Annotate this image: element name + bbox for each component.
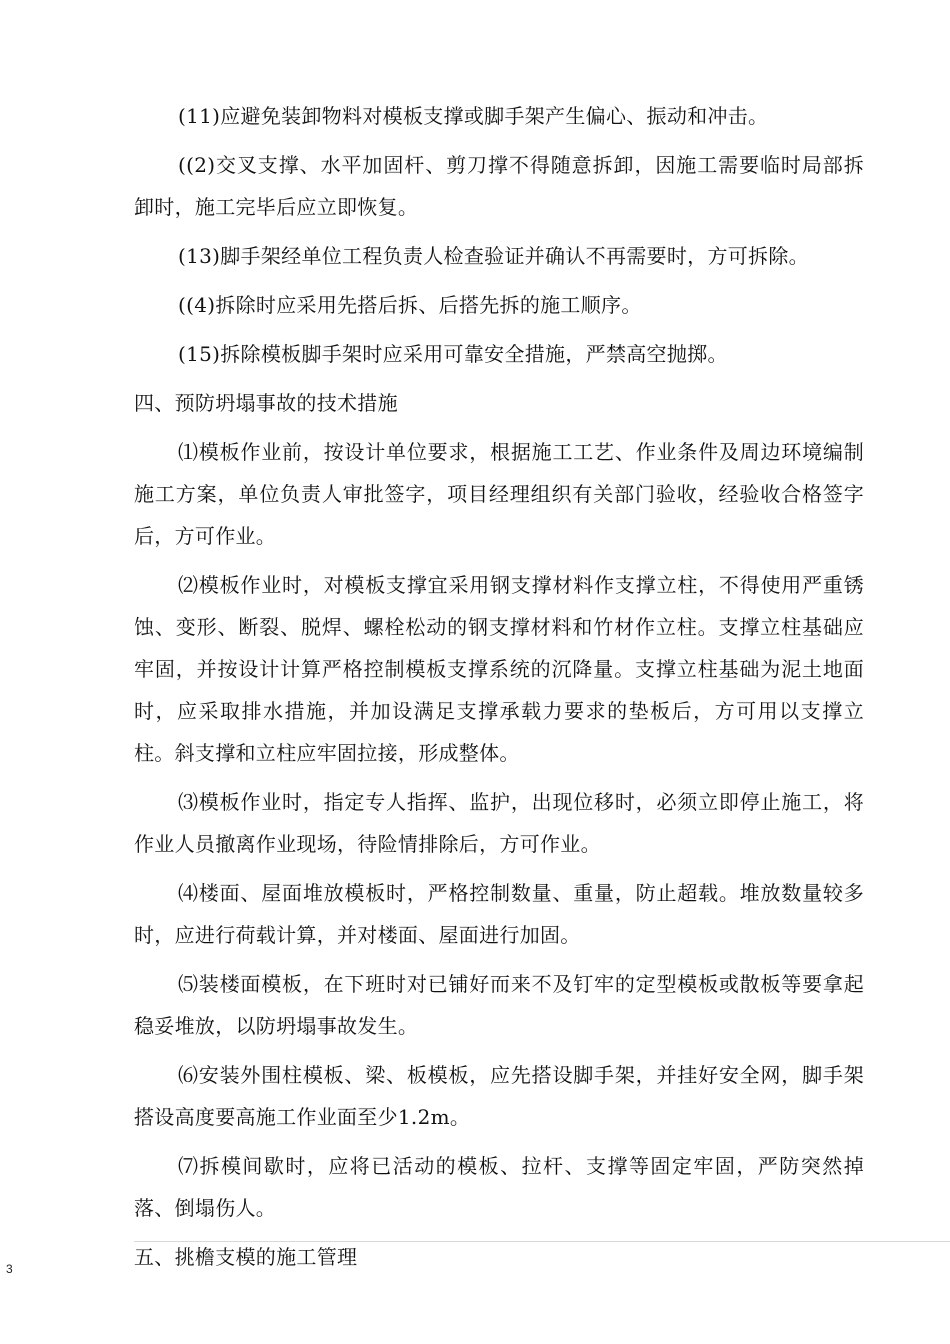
section-heading-5: 五、挑檐支模的施工管理 [134,1245,358,1269]
measure-4: ⑷楼面、屋面堆放模板时，严格控制数量、重量，防止超载。堆放数量较多时，应进行荷载计算，并对楼面、屋面进行加固。 [134,881,864,947]
clause-13: (13)脚手架经单位工程负责人检查验证并确认不再需要时，方可拆除。 [178,244,809,268]
measure-3: ⑶模板作业时，指定专人指挥、监护，出现位移时，必须立即停止施工，将作业人员撤离作业现场，待险情排除后，方可作业。 [134,790,864,856]
footer-divider [134,1241,950,1242]
clause-11: (11)应避免装卸物料对模板支撑或脚手架产生偏心、振动和冲击。 [178,104,769,128]
clause-14: ((4)拆除时应采用先搭后拆、后搭先拆的施工顺序。 [178,293,642,317]
measure-2: ⑵模板作业时，对模板支撑宜采用钢支撑材料作支撑立柱，不得使用严重锈蚀、变形、断裂、脱焊、螺栓松动的钢支撑材料和竹材作立柱。支撑立柱基础应牢固，并按设计计算严格控制模板支撑系统的沉降量。支撑立柱基础为泥土地面时，应采取排水措施，并加设满足支撑承载力要求的垫板后，方可用以支撑立柱。斜支撑和立柱应牢固拉接，形成整体。 [134,573,864,765]
measure-1: ⑴模板作业前，按设计单位要求，根据施工工艺、作业条件及周边环境编制施工方案，单位负责人审批签字，项目经理组织有关部门验收，经验收合格签字后，方可作业。 [134,440,864,548]
clause-15: (15)拆除模板脚手架时应采用可靠安全措施，严禁高空抛掷。 [178,342,728,366]
measure-6: ⑹安装外围柱模板、梁、板模板，应先搭设脚手架，并挂好安全网，脚手架搭设高度要高施工作业面至少1.2m。 [134,1063,864,1129]
clause-12: ((2)交叉支撑、水平加固杆、剪刀撑不得随意拆卸，因施工需要临时局部拆卸时，施工完毕后应立即恢复。 [134,153,864,219]
measure-5: ⑸装楼面模板，在下班时对已铺好而来不及钉牢的定型模板或散板等要拿起稳妥堆放，以防坍塌事故发生。 [134,972,864,1038]
page-number: 3 [6,1262,13,1276]
document-body [134,95,864,1285]
measure-7: ⑺拆模间歇时，应将已活动的模板、拉杆、支撑等固定牢固，严防突然掉落、倒塌伤人。 [134,1154,864,1220]
section-heading-4: 四、预防坍塌事故的技术措施 [134,391,398,415]
